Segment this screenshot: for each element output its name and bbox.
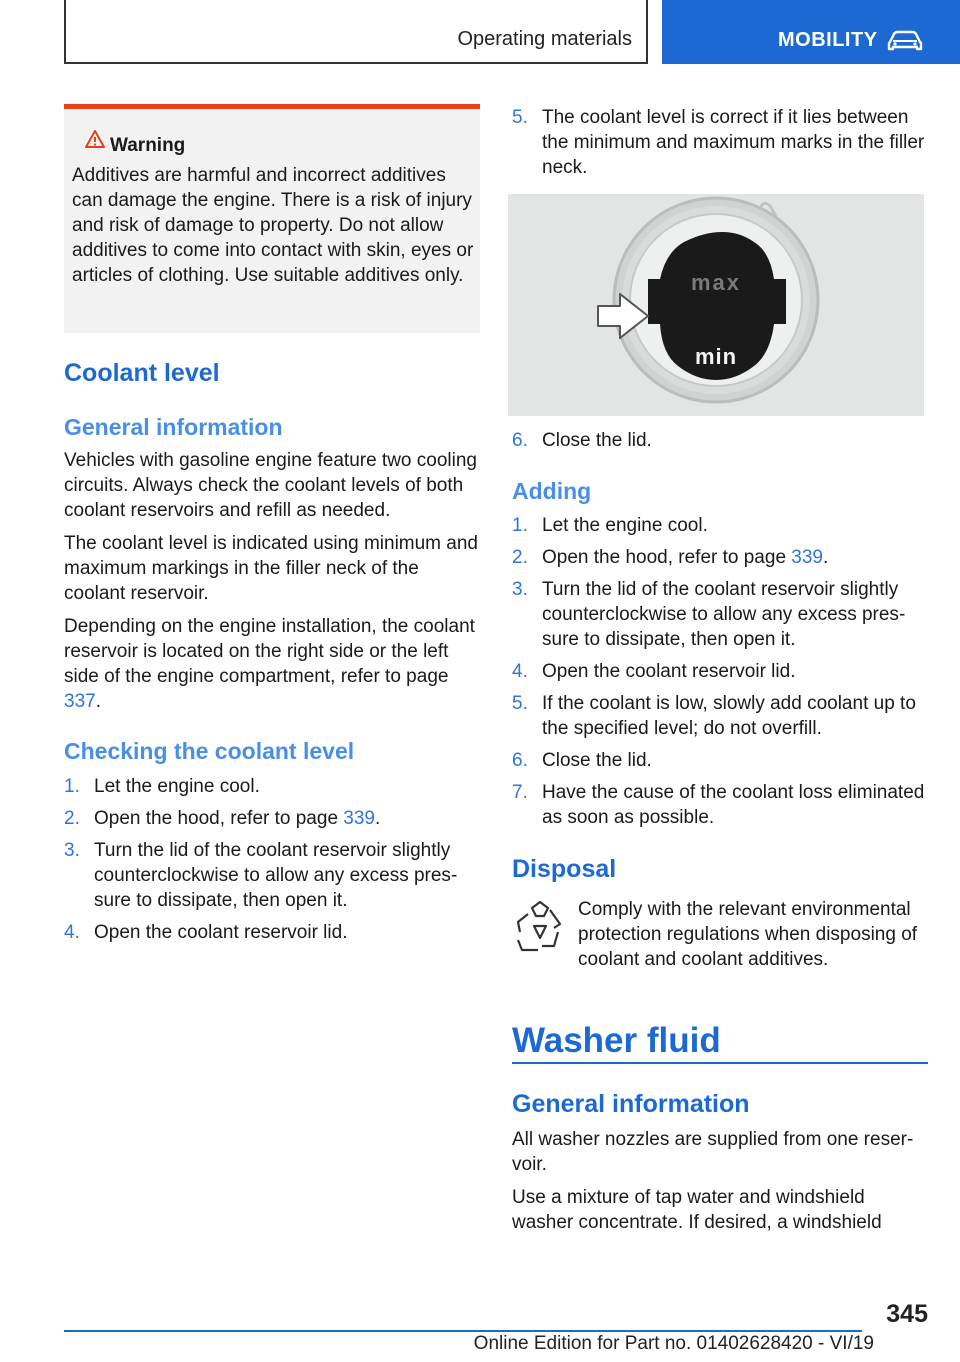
coolant-general-heading: General information bbox=[64, 414, 283, 440]
page-link-339[interactable]: 339 bbox=[791, 547, 823, 568]
checking-step-6 bbox=[512, 428, 928, 460]
step-number: 5. bbox=[512, 107, 528, 128]
list-item bbox=[64, 838, 482, 913]
list-item bbox=[64, 920, 482, 945]
list-item bbox=[64, 774, 482, 799]
step-text: Turn the lid of the coolant reservoir slightly counterclockwise to allow any excess pressure to dissipate, then open it. bbox=[542, 579, 906, 650]
footer-rule bbox=[64, 1330, 862, 1332]
list-item bbox=[512, 428, 928, 453]
step-number: 6. bbox=[512, 430, 528, 451]
page-number: 345 bbox=[886, 1300, 928, 1328]
washer-fluid-heading: Washer fluid bbox=[512, 1021, 721, 1060]
filler-neck-illustration bbox=[508, 194, 924, 416]
header-section-title: Operating materials bbox=[457, 28, 632, 50]
step-text-end: . bbox=[823, 547, 829, 568]
list-item bbox=[512, 691, 928, 741]
step-text: Turn the lid of the coolant reservoir slightly counterclockwise to allow any excess pressure to dissipate, then open it. bbox=[94, 840, 458, 911]
coolant-general-p3 bbox=[64, 614, 482, 714]
step-number: 6. bbox=[512, 750, 528, 771]
coolant-general-p2: The coolant level is indicated using minimum and maximum markings in the filler neck of the coolant reservoir. bbox=[64, 533, 478, 604]
step-text: If the coolant is low, slowly add coolant up to the specified level; do not overfill. bbox=[542, 693, 916, 739]
step-number: 5. bbox=[512, 693, 528, 714]
header-section-box bbox=[64, 0, 648, 64]
step-number: 7. bbox=[512, 782, 528, 803]
list-item bbox=[512, 659, 928, 684]
warning-box bbox=[64, 104, 480, 333]
warning-triangle-icon bbox=[84, 129, 106, 149]
checking-heading: Checking the coolant level bbox=[64, 738, 355, 764]
adding-steps-list bbox=[512, 513, 928, 837]
footer-edition: Online Edition for Part no. 01402628420 - VI/19 bbox=[473, 1333, 874, 1354]
step-number: 2. bbox=[512, 547, 528, 568]
coolant-level-heading: Coolant level bbox=[64, 359, 220, 387]
step-text: The coolant level is correct if it lies between the minimum and maximum marks in the filler neck. bbox=[542, 107, 925, 178]
step-text: Open the coolant reservoir lid. bbox=[542, 661, 796, 682]
step-number: 2. bbox=[64, 808, 80, 829]
list-item bbox=[512, 545, 928, 570]
washer-general-heading: General information bbox=[512, 1090, 750, 1118]
step-text: Let the engine cool. bbox=[542, 515, 708, 536]
checking-steps-list-continued bbox=[512, 105, 928, 187]
step-number: 3. bbox=[64, 840, 80, 861]
step-text: Close the lid. bbox=[542, 750, 652, 771]
step-text-end: . bbox=[375, 808, 381, 829]
list-item bbox=[512, 513, 928, 538]
step-text: Let the engine cool. bbox=[94, 776, 260, 797]
disposal-heading: Disposal bbox=[512, 855, 617, 883]
page-link-339[interactable]: 339 bbox=[343, 808, 375, 829]
filler-neck-image bbox=[508, 194, 924, 416]
step-number: 4. bbox=[512, 661, 528, 682]
warning-text: Additives are harmful and incorrect additives can damage the engine. There is a risk of injury and risk of damage to property. Do not allow additives to come into contact with skin, eyes or articles of clothing. Use suitable additives only. bbox=[72, 165, 474, 286]
step-text: Open the hood, refer to page bbox=[542, 547, 792, 568]
step-text: Have the cause of the coolant loss eliminated as soon as possible. bbox=[542, 782, 925, 828]
coolant-general-p1: Vehicles with gasoline engine feature two cooling circuits. Always check the coolant levels of both coolant reservoirs and refill as needed. bbox=[64, 450, 477, 521]
step-text: Open the coolant reservoir lid. bbox=[94, 922, 348, 943]
list-item bbox=[64, 806, 482, 831]
section-divider bbox=[512, 1062, 928, 1064]
step-number: 4. bbox=[64, 922, 80, 943]
list-item bbox=[512, 748, 928, 773]
warning-title: Warning bbox=[110, 135, 186, 156]
step-number: 1. bbox=[64, 776, 80, 797]
coolant-general-text bbox=[64, 448, 482, 722]
header-chapter-tab[interactable] bbox=[662, 0, 960, 64]
adding-heading: Adding bbox=[512, 478, 592, 504]
washer-general-p2: Use a mixture of tap water and windshield washer concentrate. If desired, a windshield bbox=[512, 1187, 882, 1233]
washer-general-text bbox=[512, 1127, 928, 1243]
step-text: Close the lid. bbox=[542, 430, 652, 451]
list-item bbox=[512, 780, 928, 830]
step-number: 1. bbox=[512, 515, 528, 536]
disposal-text: Comply with the relevant environmental protection regulations when disposing of coolant and coolant additives. bbox=[578, 899, 918, 970]
washer-general-p1: All washer nozzles are supplied from one reservoir. bbox=[512, 1129, 914, 1175]
step-text: Open the hood, refer to page bbox=[94, 808, 344, 829]
car-icon bbox=[886, 28, 924, 52]
coolant-general-p3-end: . bbox=[95, 691, 101, 712]
max-mark-label: max bbox=[690, 270, 742, 295]
step-number: 3. bbox=[512, 579, 528, 600]
header-chapter-label: MOBILITY bbox=[778, 29, 878, 51]
list-item bbox=[512, 577, 928, 652]
min-mark-label: min bbox=[694, 344, 738, 369]
coolant-general-p3-text: Depending on the engine installation, the coolant reservoir is located on the right side or the left side of the engine compartment, refer to page bbox=[64, 616, 475, 687]
page-link-337[interactable]: 337 bbox=[64, 691, 96, 712]
checking-steps-list bbox=[64, 774, 482, 952]
recycling-icon bbox=[514, 900, 566, 956]
list-item bbox=[512, 105, 928, 180]
